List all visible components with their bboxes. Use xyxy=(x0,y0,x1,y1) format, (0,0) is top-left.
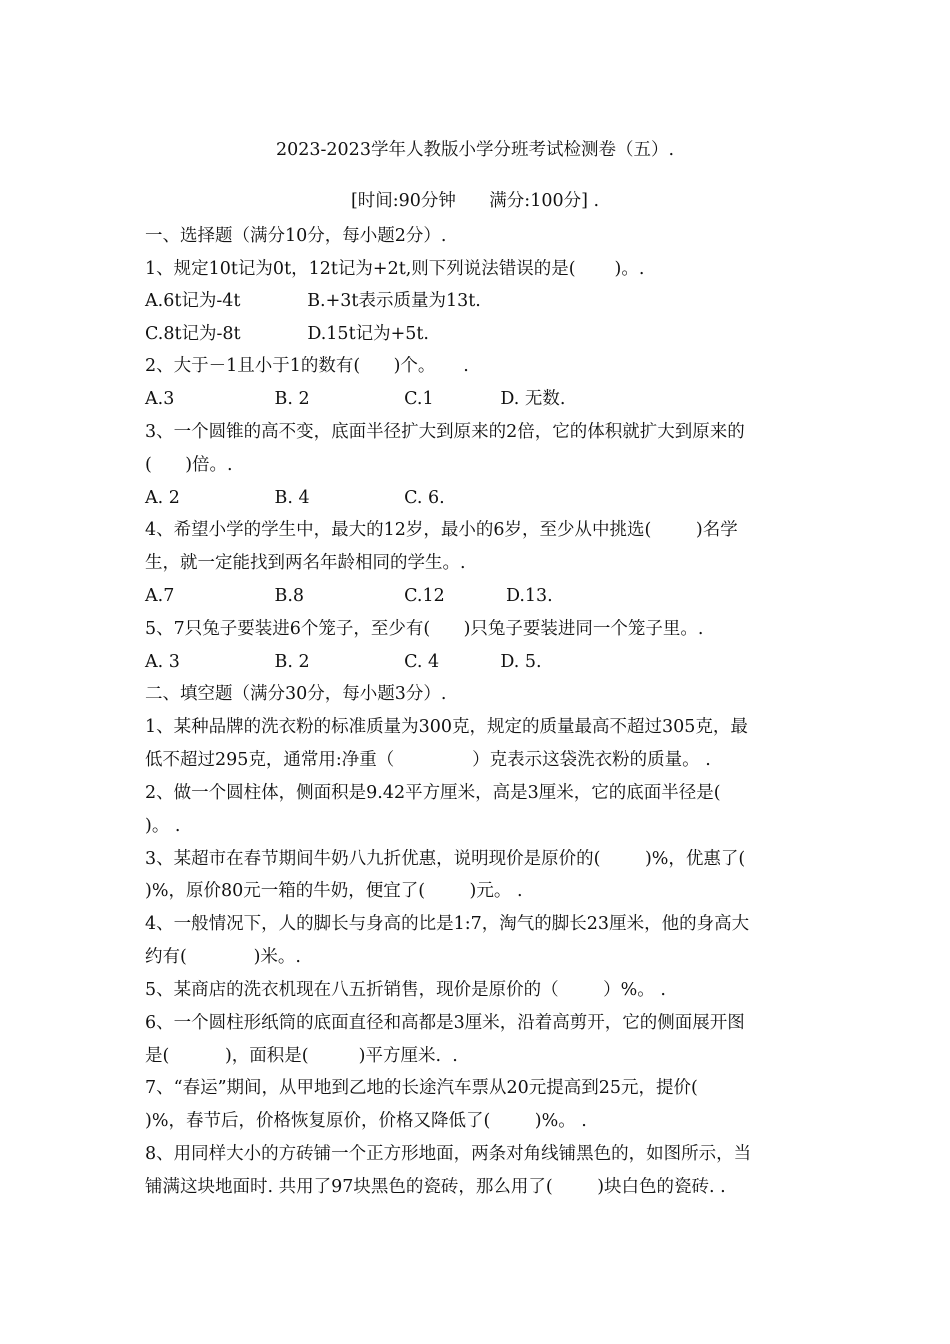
question-line: 7、“春运”期间，从甲地到乙地的长途汽车票从20元提高到25元，提价( xyxy=(145,1078,698,1098)
question-line: 5、某商店的洗衣机现在八五折销售，现价是原价的（ ）%。 . xyxy=(145,980,666,1000)
option-line: C.8t记为-8t D.15t记为+5t. xyxy=(145,324,429,344)
question-line: ( )倍。. xyxy=(145,455,233,475)
question-line: 约有( )米。. xyxy=(145,947,301,967)
question-line: 生，就一定能找到两名年龄相同的学生。. xyxy=(145,553,466,573)
question-line: 3、一个圆锥的高不变，底面半径扩大到原来的2倍，它的体积就扩大到原来的 xyxy=(145,422,745,442)
exam-info: [时间:90分钟 满分:100分] . xyxy=(350,191,600,211)
question-line: 2、大于－1且小于1的数有( )个。 . xyxy=(145,356,469,376)
question-line: 低不超过295克，通常用:净重（ ）克表示这袋洗衣粉的质量。 . xyxy=(145,750,711,770)
option-line: A. 2 B. 4 C. 6. xyxy=(145,488,445,508)
question-line: 是( )，面积是( )平方厘米. . xyxy=(145,1046,458,1066)
question-line: 6、一个圆柱形纸筒的底面直径和高都是3厘米，沿着高剪开，它的侧面展开图 xyxy=(145,1013,745,1033)
question-line: 1、某种品牌的洗衣粉的标准质量为300克，规定的质量最高不超过305克，最 xyxy=(145,717,748,737)
question-line: )%，春节后，价格恢复原价，价格又降低了( )%。 . xyxy=(145,1111,587,1131)
question-line: 4、希望小学的学生中，最大的12岁，最小的6岁，至少从中挑选( )名学 xyxy=(145,520,738,540)
option-line: A.3 B. 2 C.1 D. 无数. xyxy=(145,389,566,409)
question-line: 1、规定10t记为0t，12t记为+2t,则下列说法错误的是( )。. xyxy=(145,259,645,279)
question-line: 3、某超市在春节期间牛奶八九折优惠，说明现价是原价的( )%，优惠了( xyxy=(145,849,746,869)
option-line: A.6t记为-4t B.+3t表示质量为13t. xyxy=(145,291,481,311)
question-line: 2、做一个圆柱体，侧面积是9.42平方厘米，高是3厘米，它的底面半径是( xyxy=(145,783,721,803)
question-line: 8、用同样大小的方砖铺一个正方形地面，两条对角线铺黑色的，如图所示，当 xyxy=(145,1144,752,1164)
question-line: 铺满这块地面时. 共用了97块黑色的瓷砖，那么用了( )块白色的瓷砖. . xyxy=(145,1177,726,1197)
page-title: 2023-2023学年人教版小学分班考试检测卷（五）. xyxy=(275,140,675,160)
section-heading: 二、填空题（满分30分，每小题3分）. xyxy=(145,684,447,704)
question-line: 5、7只兔子要装进6个笼子，至少有( )只兔子要装进同一个笼子里。. xyxy=(145,619,704,639)
question-line: 4、一般情况下，人的脚长与身高的比是1:7，淘气的脚长23厘米，他的身高大 xyxy=(145,914,750,934)
question-line: )。 . xyxy=(145,816,181,836)
option-line: A.7 B.8 C.12 D.13. xyxy=(145,586,553,606)
section-heading: 一、选择题（满分10分，每小题2分）. xyxy=(145,226,447,246)
option-line: A. 3 B. 2 C. 4 D. 5. xyxy=(145,652,542,672)
question-line: )%，原价80元一箱的牛奶，便宜了( )元。 . xyxy=(145,881,523,901)
